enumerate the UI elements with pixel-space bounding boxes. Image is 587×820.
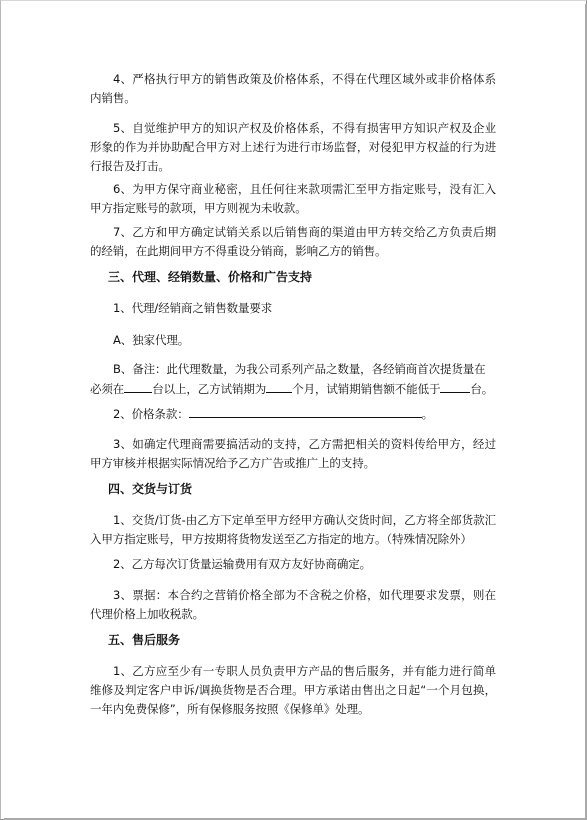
clause-5-paragraph: 5、自觉维护甲方的知识产权及价格体系，不得有损害甲方知识产权及企业形象的作为并协助配合甲方对上述行为进行市场监督，对侵犯甲方权益的行为进行报告及打击。 [90, 121, 496, 173]
first-order-quantity-blank[interactable] [124, 379, 152, 393]
remark-blanks-text-3: 个月，试销期销售额不能低于 [292, 382, 441, 396]
remark-blanks-text-2: 台以上，乙方试销期为 [152, 382, 267, 396]
shipping-cost-paragraph: 2、乙方每次订货量运输费用有双方友好协商确定。 [113, 557, 372, 571]
sales-quantity-requirement: 1、代理/经销商之销售数量要求 [113, 301, 273, 315]
clause-6-paragraph: 6、为甲方保守商业秘密，且任何往来款项需汇至甲方指定账号，没有汇入甲方指定账号的款项，甲方则视为未收款。 [90, 182, 496, 215]
price-terms-blank[interactable] [189, 404, 422, 418]
after-sales-paragraph: 1、乙方应至少有一专职人员负责甲方产品的售后服务，并有能力进行简单维修及判定客户申诉/调换货物是否合理。甲方承诺由售出之日起“一个月包换，一年内免费保修”，所有保修服务按照《保修单》处理。 [90, 664, 496, 716]
section-5-heading: 五、售后服务 [108, 633, 181, 647]
remark-blanks-line [90, 379, 496, 399]
exclusive-agency-item: A、独家代理。 [113, 333, 190, 347]
delivery-order-paragraph: 1、交货/订货-由乙方下定单至甲方经甲方确认交货时间，乙方将全部货款汇入甲方指定账号，甲方按期将货物发送至乙方指定的地方。（特殊情况除外） [90, 513, 496, 546]
trial-period-blank[interactable] [266, 379, 292, 393]
price-terms-label: 2、价格条款： [113, 407, 189, 421]
price-terms-end: 。 [421, 407, 434, 421]
remark-paragraph: B、备注：此代理数量，为我公司系列产品之数量，各经销商首次提货量在 [113, 362, 486, 376]
section-3-heading: 三、代理、经销数量、价格和广告支持 [108, 270, 313, 284]
promotion-support-paragraph: 3、如确定代理商需要搞活动的支持，乙方需把相关的资料传给甲方，经过甲方审核并根据实际情况给予乙方广告或推广上的支持。 [90, 437, 496, 470]
clause-4-paragraph: 4、严格执行甲方的销售政策及价格体系，不得在代理区域外或非价格体系内销售。 [90, 72, 496, 105]
remark-blanks-text-4: 台。 [470, 382, 494, 396]
invoice-paragraph: 3、票据：本合约之营销价格全部为不含税之价格，如代理要求发票，则在代理价格上加收税款。 [90, 588, 496, 621]
section-4-heading: 四、交货与订货 [108, 482, 193, 496]
clause-7-paragraph: 7、乙方和甲方确定试销关系以后销售商的渠道由甲方转交给乙方负责后期的经销，在此期间甲方不得重设分销商，影响乙方的销售。 [90, 225, 496, 258]
trial-sales-minimum-blank[interactable] [440, 379, 470, 393]
price-terms-line [90, 404, 496, 424]
remark-blanks-text-1: 必须在 [90, 382, 125, 396]
